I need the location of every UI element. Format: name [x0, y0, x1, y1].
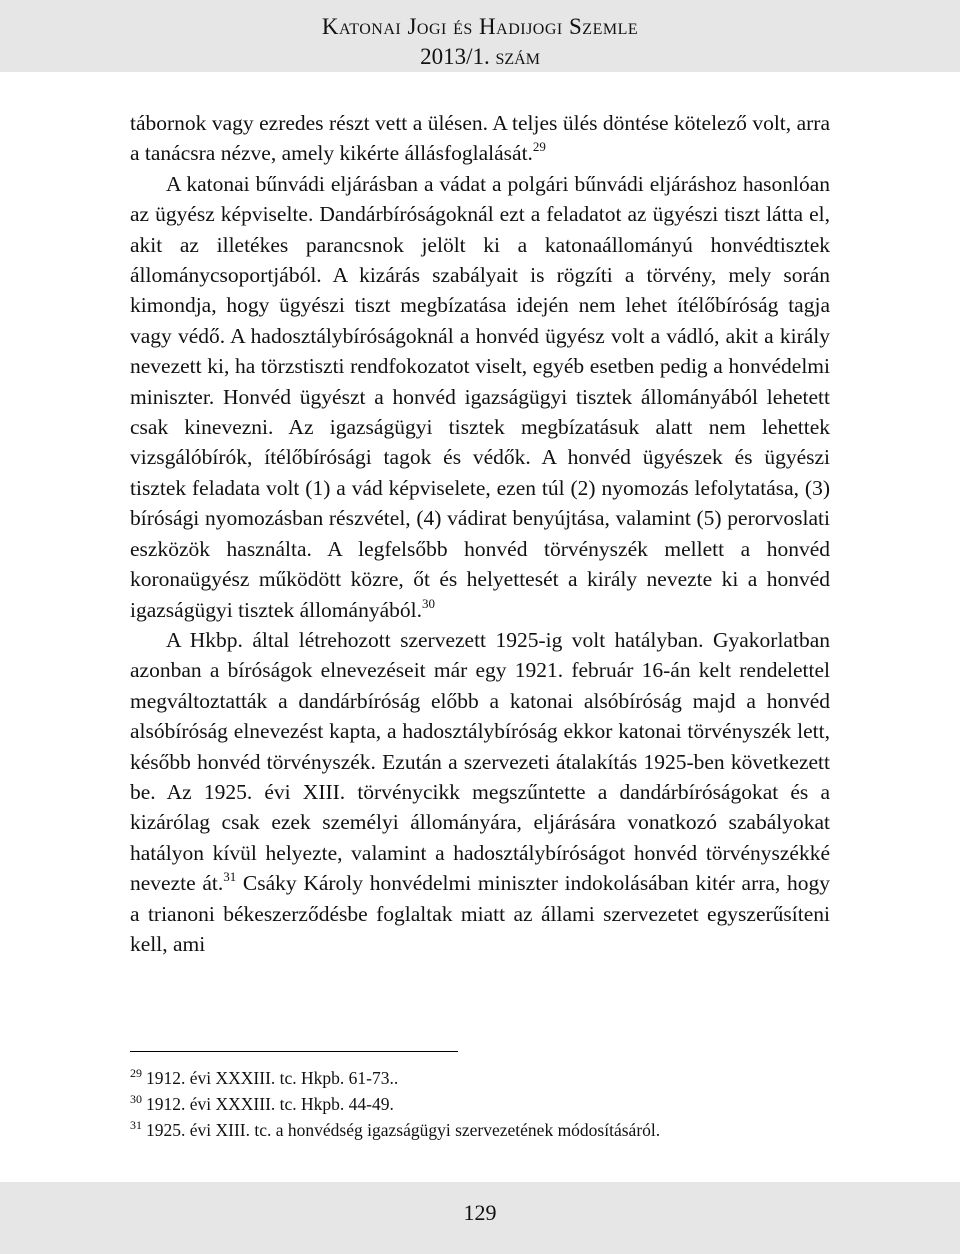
paragraph-3 [130, 625, 830, 959]
issue-number: 2013/1. szám [420, 44, 540, 69]
paragraph-1 [130, 108, 830, 169]
page-footer [0, 1182, 960, 1254]
page-number: 129 [463, 1200, 497, 1225]
main-text [130, 108, 830, 959]
journal-title: Katonai Jogi és Hadijogi Szemle [321, 14, 639, 39]
footnotes [130, 1065, 870, 1143]
paragraph-3-text-cont: Csáky Károly honvédelmi miniszter indokolásában kitér arra, hogy a trianoni békeszerződésbe foglaltak miatt az állami szervezetet egyszerűsíteni kell, ami [130, 871, 830, 956]
footnote-number: 29 [130, 1066, 142, 1080]
footnote-number: 31 [130, 1118, 142, 1132]
footnote-ref-30[interactable]: 30 [421, 595, 435, 611]
footnote-number: 30 [130, 1092, 142, 1106]
footnote-text: 1925. évi XIII. tc. a honvédség igazságügyi szervezetének módosításáról. [146, 1120, 661, 1140]
footnote-ref-29[interactable]: 29 [532, 139, 546, 155]
paragraph-2 [130, 169, 830, 625]
footnote-text: 1912. évi XXXIII. tc. Hkpb. 44-49. [146, 1094, 394, 1114]
footnote-29 [130, 1065, 870, 1091]
paragraph-2-text: A katonai bűnvádi eljárásban a vádat a polgári bűnvádi eljáráshoz hasonlóan az ügyész képviselte. Dandárbíróságoknál ezt a feladatot az ügyészi tiszt látta el, akit az illetékes parancsnok jelölt ki a katonaállományú honvédtisztek állománycsoportjából. A kizárás szabályait is rögzíti a törvény, mely során kimondja, hogy ügyészi tiszt megbízatása idején nem lehet ítélőbíróság tagja vagy védő. A hadosztálybíróságoknál a honvéd ügyész volt a vádló, akit a király nevezett ki, ha törzstiszti rendfokozatot viselt, egyéb esetben pedig a honvédelmi miniszter. Honvéd ügyészt a honvéd igazságügyi tisztek állományából lehetett csak kinevezni. Az igazságügyi tisztek megbízatásuk alatt nem lehettek vizsgálóbírók, ítélőbírósági tagok és védők. A honvéd ügyészek és ügyészi tisztek feladata volt (1) a vád képviselete, ezen túl (2) nyomozás lefolytatása, (3) bírósági nyomozásban részvétel, (4) vádirat benyújtása, valamint (5) perorvoslati eszközök használta. A legfelsőbb honvéd törvényszék mellett a honvéd koronaügyész működött közre, őt és helyettesét a király nevezte ki a honvéd igazságügyi tisztek állományából. [130, 171, 830, 622]
paragraph-3-text: A Hkbp. által létrehozott szervezett 1925-ig volt hatályban. Gyakorlatban azonban a bíróságok elnevezéseit már egy 1921. február 16-án kelt rendelettel megváltoztatták a dandárbíróság előbb a katonai alsóbíróság majd a honvéd alsóbíróság elnevezést kapta, a hadosztálybíróság ekkor katonai törvényszék lett, később honvéd törvényszék. Ezután a szervezeti átalakítás 1925-ben következett be. Az 1925. évi XIII. törvénycikk megszűntette a dandárbíróságokat és a kizárólag csak ezek személyi állományára, eljárására vonatkozó szabályokat hatályon kívül helyezte, valamint a hadosztálybíróságot honvéd törvényszékké nevezte át. [130, 627, 830, 896]
footnote-31 [130, 1117, 870, 1143]
footnote-separator [130, 1051, 458, 1052]
paragraph-1-text: tábornok vagy ezredes részt vett a ülésen. A teljes ülés döntése kötelező volt, arra a tanácsra nézve, amely kikérte állásfoglalását. [130, 111, 830, 166]
footnote-30 [130, 1091, 870, 1117]
page-header [0, 0, 960, 72]
footnote-text: 1912. évi XXXIII. tc. Hkpb. 61-73.. [146, 1068, 399, 1088]
footnote-ref-31[interactable]: 31 [223, 869, 237, 885]
